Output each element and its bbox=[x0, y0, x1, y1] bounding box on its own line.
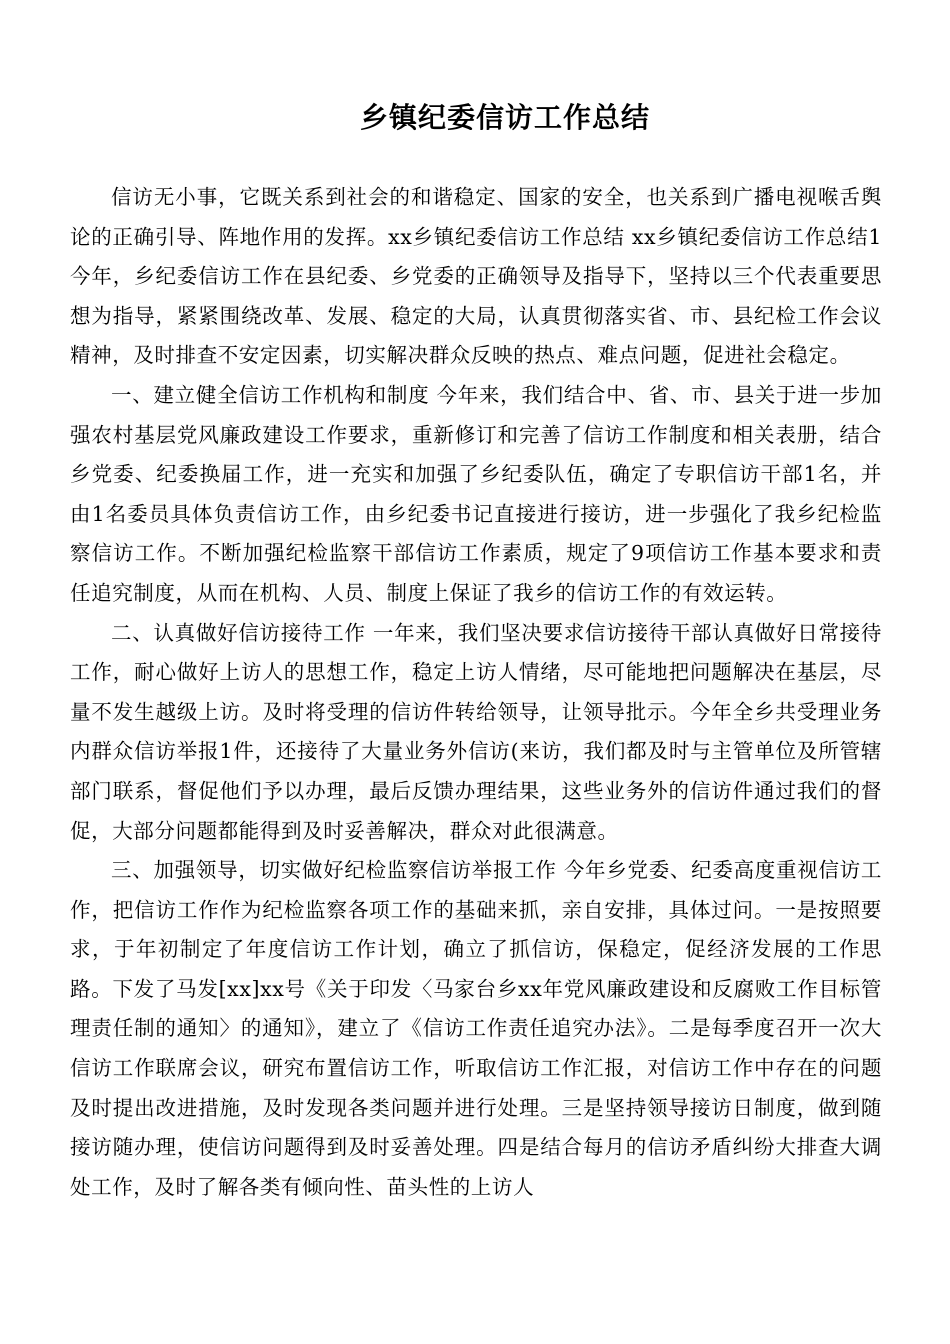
paragraph-section-1: 一、建立健全信访工作机构和制度 今年来，我们结合中、省、市、县关于进一步加强农村基层党风廉政建设工作要求，重新修订和完善了信访工作制度和相关表册，结合乡党委、纪委换届工作，进一充实和加强了乡纪委队伍，确定了专职信访干部1名，并由1名委员具体负责信访工作，由乡纪委书记直接进行接访，进一步强化了我乡纪检监察信访工作。不断加强纪检监察干部信访工作素质，规定了9项信访工作基本要求和责任追究制度，从而在机构、人员、制度上保证了我乡的信访工作的有效运转。 bbox=[70, 382, 882, 605]
document-body bbox=[70, 178, 882, 1207]
paragraph-intro: 信访无小事，它既关系到社会的和谐稳定、国家的安全，也关系到广播电视喉舌舆论的正确引导、阵地作用的发挥。xx乡镇纪委信访工作总结 xx乡镇纪委信访工作总结1 今年，乡纪委信访工作在县纪委、乡党委的正确领导及指导下，坚持以三个代表重要思想为指导，紧紧围绕改革、发展、稳定的大局，认真贯彻落实省、市、县纪检工作会议精神，及时排查不安定因素，切实解决群众反映的热点、难点问题，促进社会稳定。 bbox=[70, 185, 882, 368]
document-title: 乡镇纪委信访工作总结 bbox=[359, 101, 650, 134]
paragraph-section-2: 二、认真做好信访接待工作 一年来，我们坚决要求信访接待干部认真做好日常接待工作，耐心做好上访人的思想工作，稳定上访人情绪，尽可能地把问题解决在基层，尽量不发生越级上访。及时将受理的信访件转给领导，让领导批示。今年全乡共受理业务内群众信访举报1件，还接待了大量业务外信访(来访，我们都及时与主管单位及所管辖部门联系，督促他们予以办理，最后反馈办理结果，这些业务外的信访件通过我们的督促，大部分问题都能得到及时妥善解决，群众对此很满意。 bbox=[70, 620, 882, 843]
paragraph-section-3: 三、加强领导，切实做好纪检监察信访举报工作 今年乡党委、纪委高度重视信访工作，把信访工作作为纪检监察各项工作的基础来抓，亲自安排，具体过问。一是按照要求，于年初制定了年度信访工作计划，确立了抓信访，保稳定，促经济发展的工作思路。下发了马发[xx]xx号《关于印发〈马家台乡xx年党风廉政建设和反腐败工作目标管理责任制的通知〉的通知》，建立了《信访工作责任追究办法》。二是每季度召开一次大信访工作联席会议，研究布置信访工作，听取信访工作汇报，对信访工作中存在的问题及时提出改进措施，及时发现各类问题并进行处理。三是坚持领导接访日制度，做到随接访随办理，使信访问题得到及时妥善处理。四是结合每月的信访矛盾纠纷大排查大调处工作，及时了解各类有倾向性、苗头性的上访人 bbox=[70, 858, 882, 1199]
